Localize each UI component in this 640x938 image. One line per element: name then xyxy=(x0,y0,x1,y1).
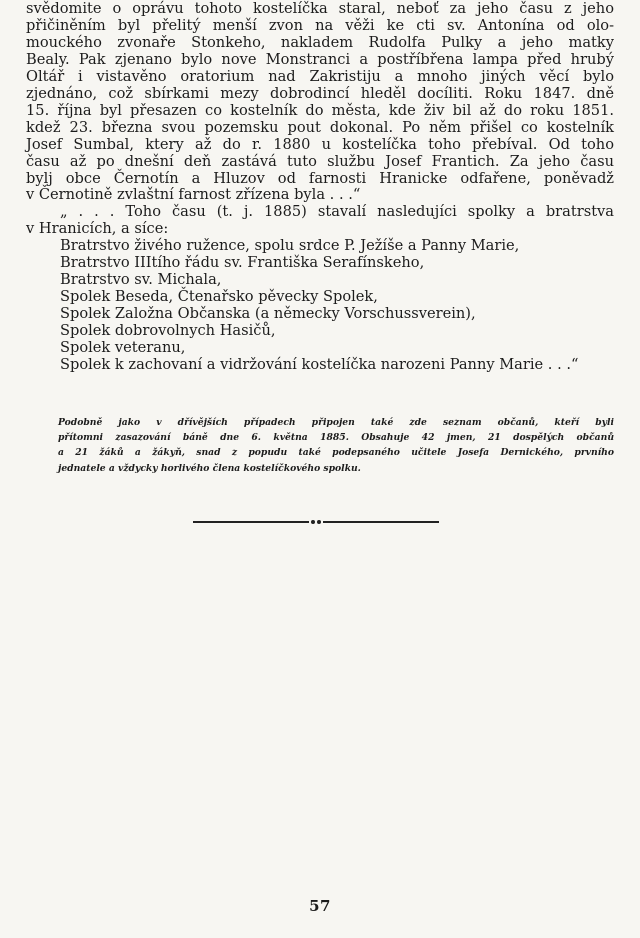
main-text xyxy=(26,1,614,374)
section-divider xyxy=(193,518,439,526)
list-item: Spolek k zachovaní a vidržování kostelíčka narozeni Panny Marie . . .“ xyxy=(60,356,579,374)
text-line: 15. října byl přesazen co kostelník do města, kde živ bil až do roku 1851. xyxy=(26,101,614,119)
text-line: svědomite o oprávu tohoto kostelíčka staral, neboť za jeho času z jeho xyxy=(26,0,614,17)
text-line: zjednáno, což sbírkami mezy dobrodincí hleděl docíliti. Roku 1847. dně xyxy=(26,84,614,102)
list-item: Bratrstvo živého ružence, spolu srdce P. Ježíše a Panny Marie, xyxy=(60,237,520,255)
divider-bar-right xyxy=(323,521,439,523)
note-line: přítomni zasazování báně dne 6. května 1885. Obsahuje 42 jmen, 21 dospělých občanů xyxy=(58,432,614,444)
text-line: „ . . . Toho času (t. j. 1885) stavalí nasledujíci spolky a bratrstva xyxy=(60,203,614,221)
paragraph-continuation xyxy=(26,1,614,204)
list-item: Spolek Beseda, Čtenařsko pěvecky Spolek, xyxy=(60,288,378,306)
list-item: Spolek Založna Občanska (a německy Vorschussverein), xyxy=(60,305,476,323)
note-line: Podobně jako v dřívějších případech připojen také zde seznam občanů, kteří byli xyxy=(58,417,614,428)
document-page xyxy=(26,0,614,938)
text-line: Oltář i vistavěno oratorium nad Zakristiju a mnoho jiných věcí bylo xyxy=(26,67,614,85)
divider-dot xyxy=(317,520,321,524)
text-line: času až po dnešní deň zastává tuto službu Josef Frantich. Za jeho času xyxy=(26,152,614,170)
divider-bar-left xyxy=(193,521,309,523)
text-line: v Černotině zvlaštní farnost zřízena byla . . .“ xyxy=(26,186,361,204)
paragraph-quote xyxy=(26,204,614,238)
page-number: 57 xyxy=(309,897,331,915)
note-line: jednatele a vždycky horlivého člena kostelíčkového spolku. xyxy=(58,462,361,474)
list-item: Spolek veteranu, xyxy=(60,339,186,357)
text-line: v Hranicích, a síce: xyxy=(26,220,169,238)
list-item: Bratrstvo IIItího řádu sv. Františka Serafínskeho, xyxy=(60,254,425,272)
divider-dot xyxy=(311,520,315,524)
text-line: Josef Sumbal, ktery až do r. 1880 u kostelíčka toho přebíval. Od toho xyxy=(26,135,614,153)
text-line: bylj obce Černotín a Hluzov od farnosti Hranicke odfařene, poněvadž xyxy=(26,169,614,187)
editorial-note xyxy=(58,415,614,476)
list-item: Bratrstvo sv. Michala, xyxy=(60,271,222,289)
associations-list xyxy=(26,238,614,374)
note-line: a 21 žáků a žákyň, snad z popudu také podepsaného učitele Josefa Dernického, prvního xyxy=(58,447,614,459)
text-line: kdež 23. března svou pozemsku pout dokonal. Po něm přišel co kostelník xyxy=(26,118,614,136)
text-line: Bealy. Pak zjenano bylo nove Monstranci a postříbřena lampa před hrubý xyxy=(26,50,614,68)
list-item: Spolek dobrovolnych Hasičů, xyxy=(60,322,276,340)
text-line: mouckého zvonaře Stonkeho, nakladem Rudolfa Pulky a jeho matky xyxy=(26,33,614,51)
text-line: přičiněním byl přelitý menší zvon na věži ke cti sv. Antonína od olo- xyxy=(26,16,614,34)
